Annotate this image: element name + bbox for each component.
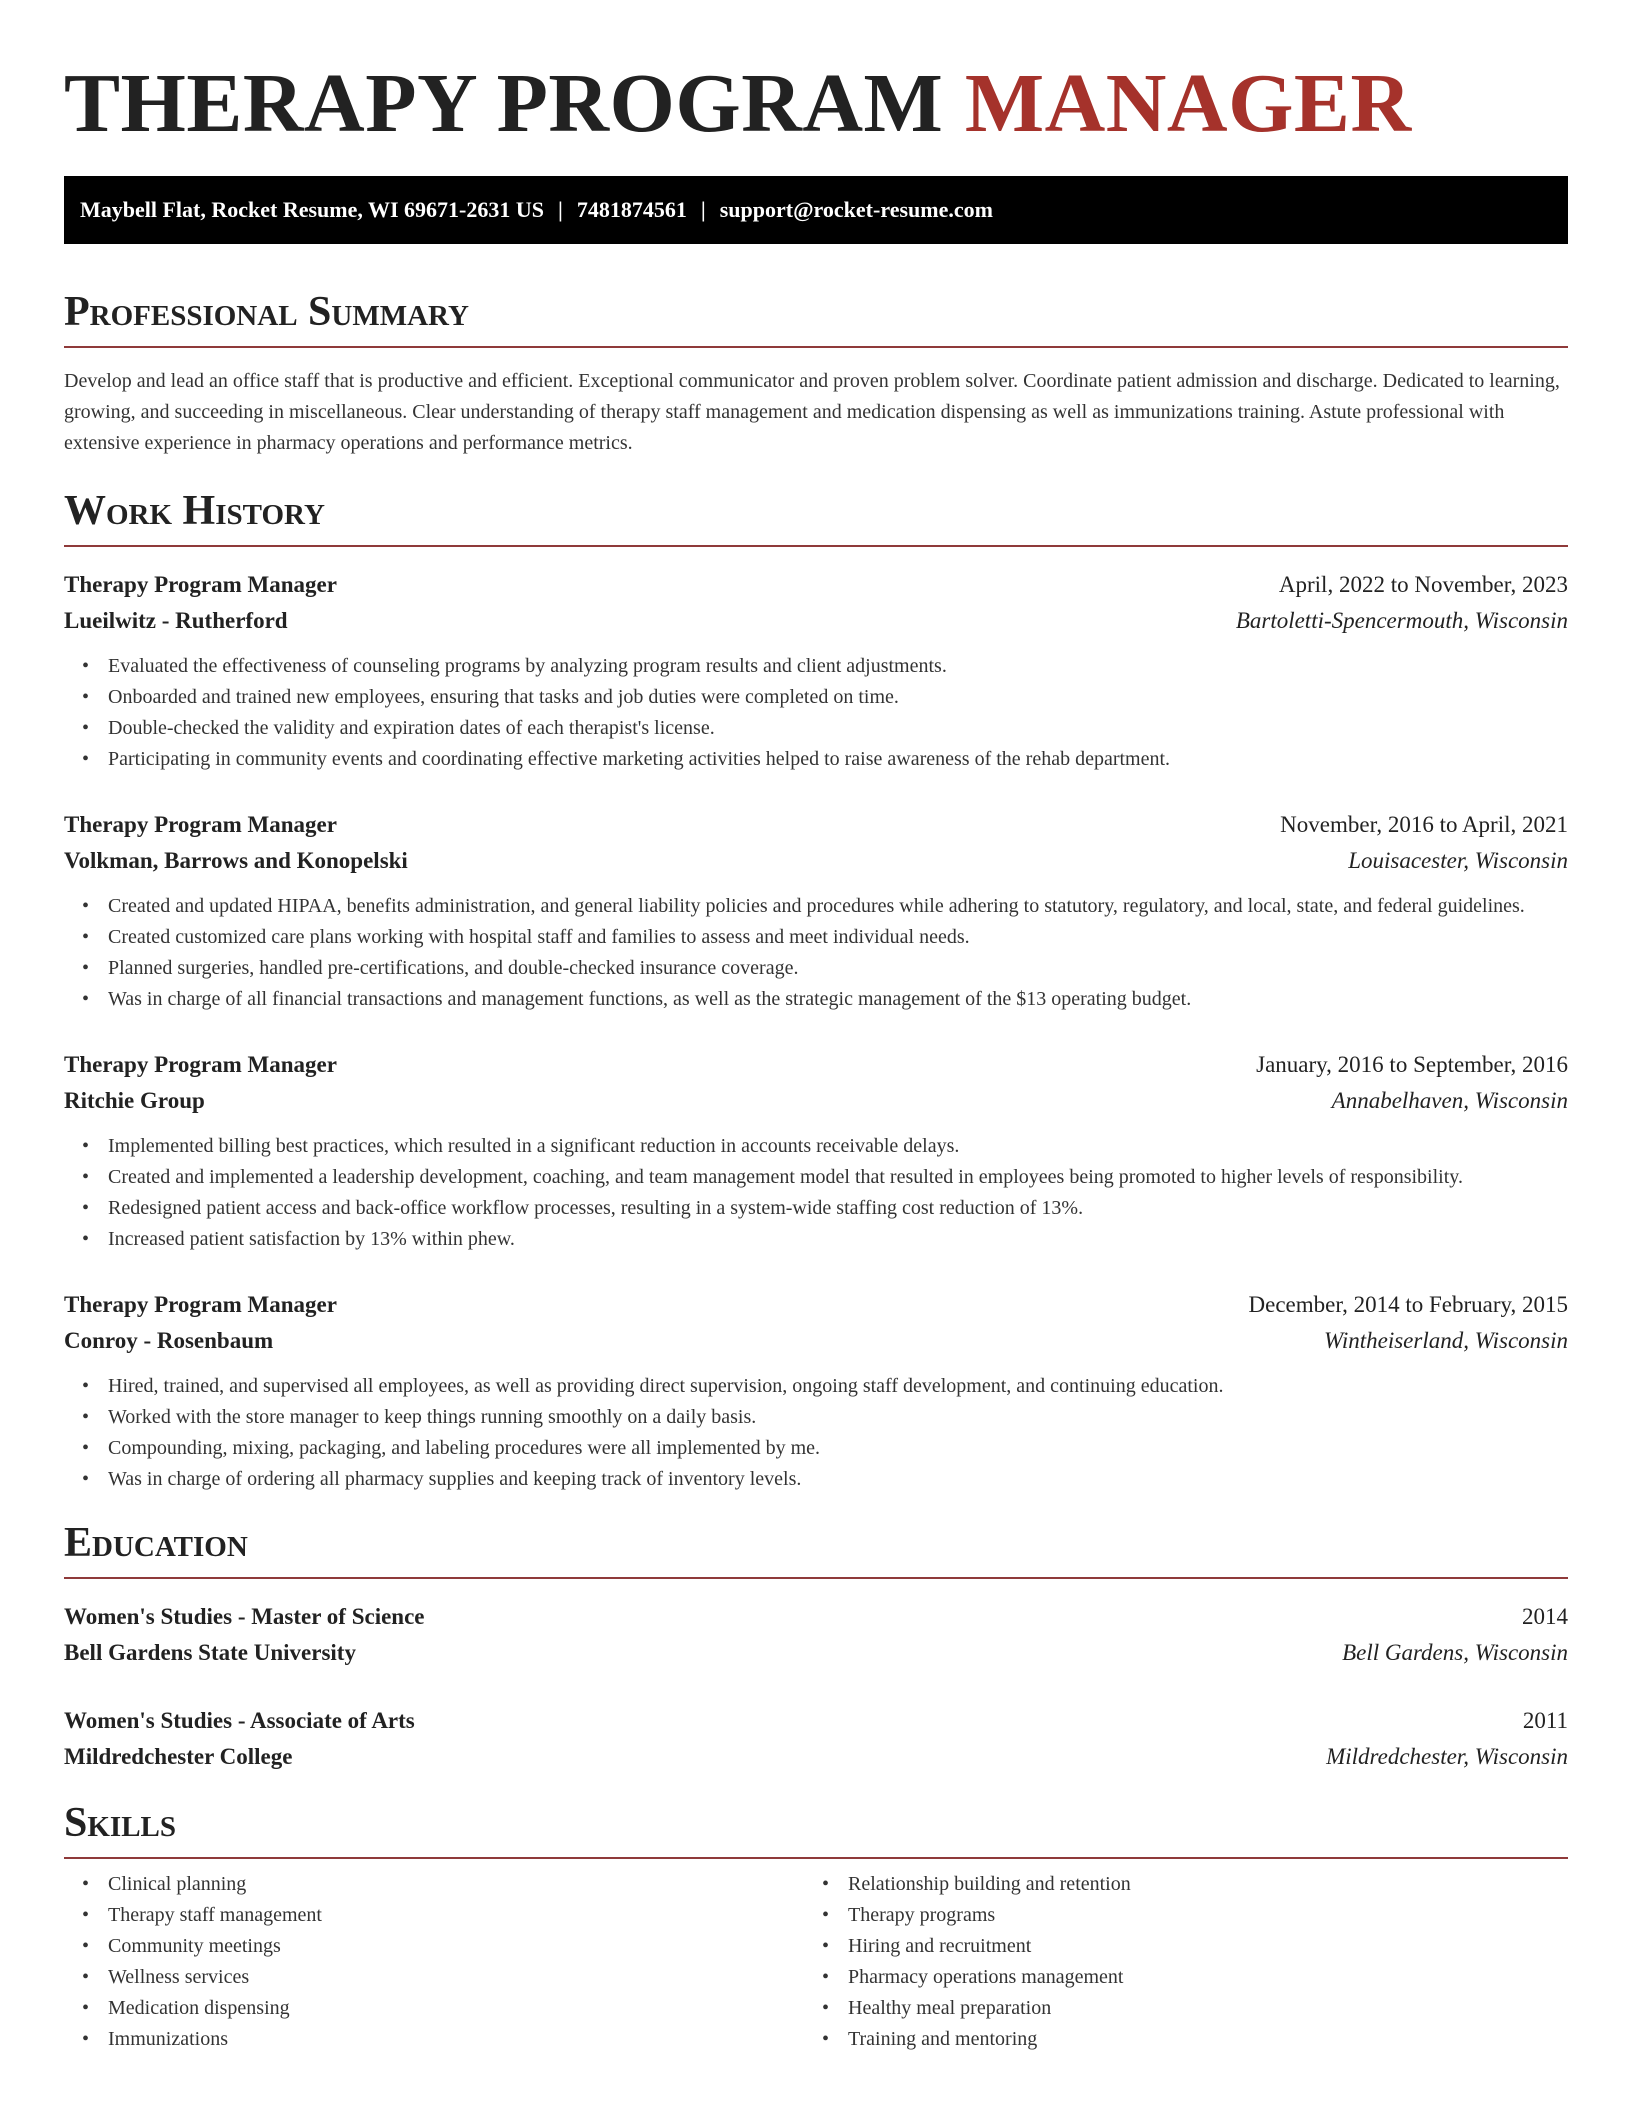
job-company-row bbox=[64, 843, 1568, 879]
contact-address: Maybell Flat, Rocket Resume, WI 69671-2631 US bbox=[80, 197, 544, 222]
education-school: Bell Gardens State University bbox=[64, 1640, 356, 1665]
skill-item: • Training and mentoring bbox=[848, 2024, 1588, 2055]
job-company: Ritchie Group bbox=[64, 1088, 205, 1113]
job-duty: • Planned surgeries, handled pre-certifications, and double-checked insurance coverage. bbox=[108, 953, 1568, 984]
skill-item: • Pharmacy operations management bbox=[848, 1962, 1588, 1993]
contact-separator: | bbox=[558, 197, 563, 222]
job-duty: • Increased patient satisfaction by 13% within phew. bbox=[108, 1224, 1568, 1255]
resume-page bbox=[64, 0, 1568, 2055]
job-location: Louisacester, Wisconsin bbox=[1348, 848, 1568, 873]
summary-heading: Professional Summary bbox=[64, 288, 1568, 348]
education-degree-row bbox=[64, 1703, 1568, 1739]
job-dates: December, 2014 to February, 2015 bbox=[1248, 1292, 1568, 1317]
skill-item: • Relationship building and retention bbox=[848, 1869, 1588, 1900]
job-duty: • Onboarded and trained new employees, ensuring that tasks and job duties were completed on time. bbox=[108, 682, 1568, 713]
job-location: Bartoletti-Spencermouth, Wisconsin bbox=[1235, 608, 1568, 633]
contact-bar bbox=[64, 176, 1568, 244]
job-header-row bbox=[64, 1047, 1568, 1083]
job-header-row bbox=[64, 567, 1568, 603]
job-company-row bbox=[64, 1323, 1568, 1359]
job-duty: • Double-checked the validity and expiration dates of each therapist's license. bbox=[108, 713, 1568, 744]
job-duty: • Created customized care plans working with hospital staff and families to assess and meet individual needs. bbox=[108, 922, 1568, 953]
job-duty: • Participating in community events and coordinating effective marketing activities helped to raise awareness of the rehab department. bbox=[108, 744, 1568, 775]
job-entry bbox=[64, 1287, 1568, 1495]
education-year: 2011 bbox=[1522, 1708, 1568, 1733]
job-duty: • Redesigned patient access and back-office workflow processes, resulting in a system-wide staffing cost reduction of 13%. bbox=[108, 1193, 1568, 1224]
job-duties-list bbox=[64, 651, 1568, 775]
resume-title bbox=[64, 0, 1568, 152]
skills-column-left bbox=[64, 1869, 804, 2055]
skill-item: • Hiring and recruitment bbox=[848, 1931, 1588, 1962]
work-history-heading: Work History bbox=[64, 487, 1568, 547]
skill-item: • Immunizations bbox=[108, 2024, 804, 2055]
job-duty: • Evaluated the effectiveness of counseling programs by analyzing program results and client adjustments. bbox=[108, 651, 1568, 682]
contact-email: support@rocket-resume.com bbox=[719, 197, 993, 222]
job-title: Therapy Program Manager bbox=[64, 1052, 337, 1077]
education-year: 2014 bbox=[1522, 1604, 1568, 1629]
education-degree: Women's Studies - Associate of Arts bbox=[64, 1708, 415, 1733]
job-duties-list bbox=[64, 1371, 1568, 1495]
skills-column-right bbox=[804, 1869, 1588, 2055]
skill-item: • Medication dispensing bbox=[108, 1993, 804, 2024]
contact-separator: | bbox=[700, 197, 706, 222]
job-duty: • Implemented billing best practices, which resulted in a significant reduction in accounts receivable delays. bbox=[108, 1131, 1568, 1162]
job-dates: January, 2016 to September, 2016 bbox=[1256, 1052, 1568, 1077]
job-duty: • Created and updated HIPAA, benefits administration, and general liability policies and procedures while adhering to statutory, regulatory, and local, state, and federal guidelines. bbox=[108, 891, 1568, 922]
skill-item: • Wellness services bbox=[108, 1962, 804, 1993]
skill-item: • Community meetings bbox=[108, 1931, 804, 1962]
skill-item: • Therapy programs bbox=[848, 1900, 1588, 1931]
contact-phone: 7481874561 bbox=[576, 197, 687, 222]
job-location: Annabelhaven, Wisconsin bbox=[1331, 1088, 1568, 1113]
job-location: Wintheiserland, Wisconsin bbox=[1323, 1328, 1568, 1353]
education-entry bbox=[64, 1599, 1568, 1671]
job-duty: • Hired, trained, and supervised all employees, as well as providing direct supervision, ongoing staff development, and continuing education. bbox=[108, 1371, 1568, 1402]
job-company-row bbox=[64, 603, 1568, 639]
skills-list bbox=[64, 1869, 1568, 2055]
education-location: Bell Gardens, Wisconsin bbox=[1342, 1640, 1568, 1665]
job-dates: April, 2022 to November, 2023 bbox=[1278, 572, 1568, 597]
job-duty: • Created and implemented a leadership development, coaching, and team management model that resulted in employees being promoted to higher levels of responsibility. bbox=[108, 1162, 1568, 1193]
job-duties-list bbox=[64, 1131, 1568, 1255]
skill-item: • Therapy staff management bbox=[108, 1900, 804, 1931]
education-school-row bbox=[64, 1739, 1568, 1775]
job-company-row bbox=[64, 1083, 1568, 1119]
job-entry bbox=[64, 807, 1568, 1015]
job-duty: • Compounding, mixing, packaging, and labeling procedures were all implemented by me. bbox=[108, 1433, 1568, 1464]
job-duties-list bbox=[64, 891, 1568, 1015]
job-title: Therapy Program Manager bbox=[64, 572, 337, 597]
summary-text: Develop and lead an office staff that is productive and efficient. Exceptional communicator and proven problem solver. Coordinate patient admission and discharge. Dedicated to learning, growing, and succeeding in miscellaneous. Clear understanding of therapy staff management and medication dispensing as well as immunizations training. Astute professional with extensive experience in pharmacy operations and performance metrics. bbox=[64, 370, 1560, 454]
job-company: Conroy - Rosenbaum bbox=[64, 1328, 274, 1353]
job-title: Therapy Program Manager bbox=[64, 1292, 337, 1317]
education-entry bbox=[64, 1703, 1568, 1775]
skill-item: • Clinical planning bbox=[108, 1869, 804, 1900]
job-company: Volkman, Barrows and Konopelski bbox=[64, 848, 408, 873]
job-header-row bbox=[64, 1287, 1568, 1323]
title-role: THERAPY PROGRAM bbox=[64, 57, 944, 150]
skill-item: • Healthy meal preparation bbox=[848, 1993, 1588, 2024]
skills-heading: Skills bbox=[64, 1799, 1568, 1859]
job-company: Lueilwitz - Rutherford bbox=[64, 608, 288, 633]
job-entry bbox=[64, 567, 1568, 775]
education-school: Mildredchester College bbox=[64, 1744, 293, 1769]
job-duty: • Worked with the store manager to keep things running smoothly on a daily basis. bbox=[108, 1402, 1568, 1433]
job-header-row bbox=[64, 807, 1568, 843]
job-dates: November, 2016 to April, 2021 bbox=[1280, 812, 1568, 837]
education-degree-row bbox=[64, 1599, 1568, 1635]
job-duty: • Was in charge of all financial transactions and management functions, as well as the strategic management of the $13 operating budget. bbox=[108, 984, 1568, 1015]
education-degree: Women's Studies - Master of Science bbox=[64, 1604, 425, 1629]
education-school-row bbox=[64, 1635, 1568, 1671]
education-heading: Education bbox=[64, 1519, 1568, 1579]
job-title: Therapy Program Manager bbox=[64, 812, 337, 837]
education-location: Mildredchester, Wisconsin bbox=[1326, 1744, 1568, 1769]
job-entry bbox=[64, 1047, 1568, 1255]
job-duty: • Was in charge of ordering all pharmacy supplies and keeping track of inventory levels. bbox=[108, 1464, 1568, 1495]
title-accent: MANAGER bbox=[964, 57, 1412, 150]
